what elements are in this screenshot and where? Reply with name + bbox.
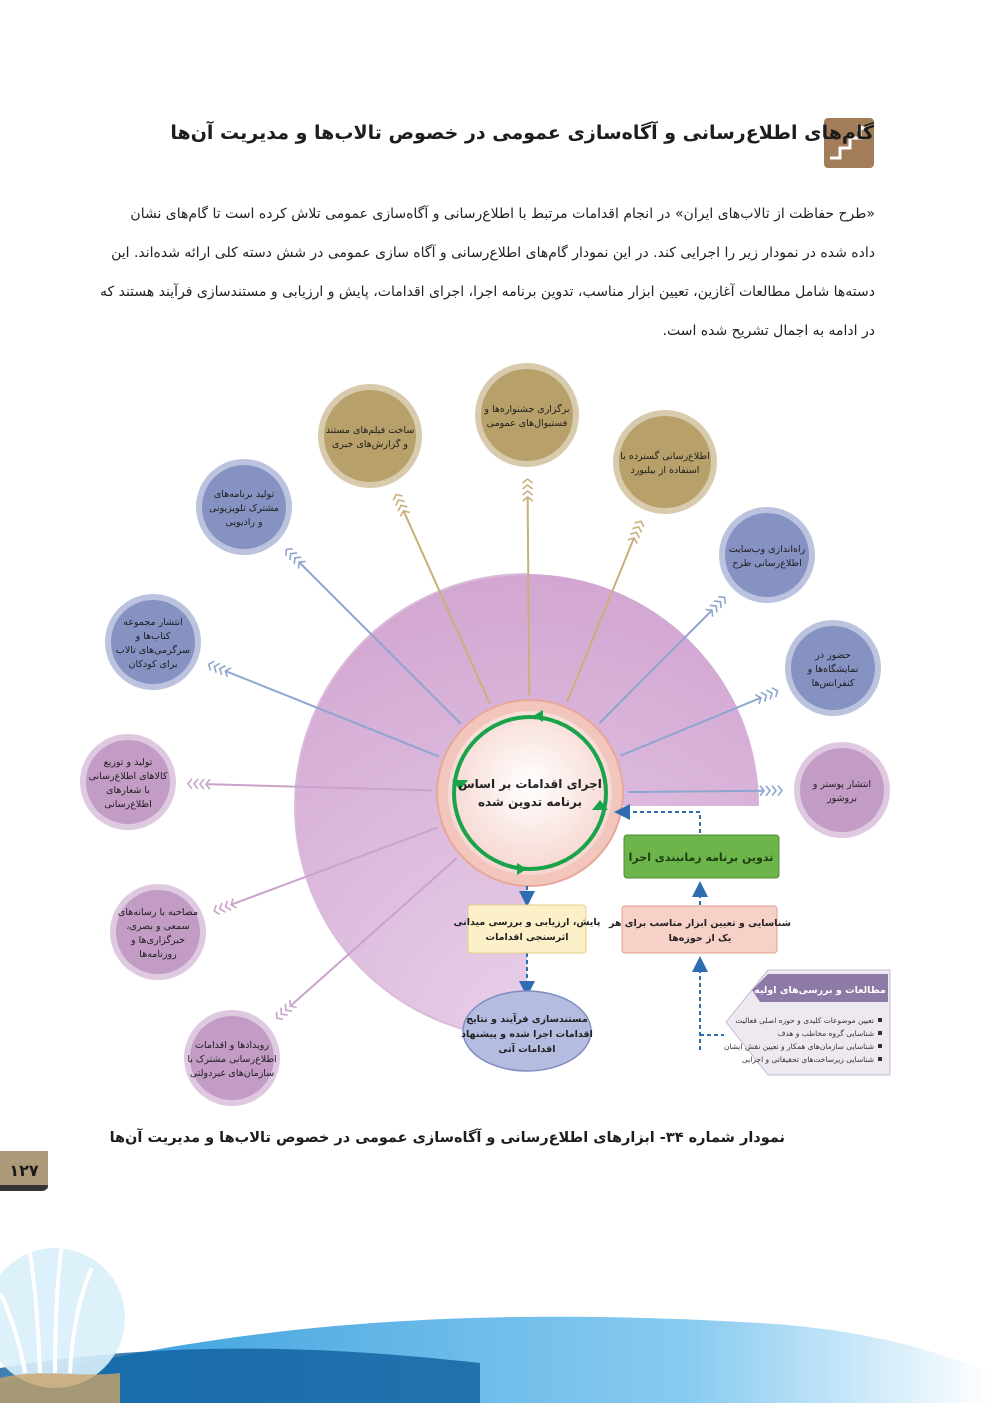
- tool-label: با شعارهای: [106, 785, 150, 796]
- tool-circle: [794, 742, 890, 838]
- tool-label: سازمان‌های غیردولتی: [189, 1068, 275, 1079]
- chevron-arrow-icon: [718, 597, 725, 604]
- studies-item: شناسایی گروه مخاطب و هدف: [777, 1029, 874, 1038]
- tool-circle: [110, 884, 206, 980]
- monitoring-box: [454, 905, 601, 953]
- identify-tools-label: یک از حوزه‌ها: [668, 933, 732, 944]
- center-label: اجرای اقدامات بر اساس: [458, 777, 602, 791]
- tool-label: انتشار پوستر و: [812, 779, 872, 790]
- chevron-arrow-icon: [220, 666, 226, 675]
- studies-item: تعیین موضوعات کلیدی و حوزه اصلی فعالیت: [735, 1016, 874, 1025]
- chevron-arrow-icon: [714, 601, 721, 608]
- chevron-arrow-icon: [214, 905, 219, 914]
- paragraph-line: در ادامه به اجمال تشریح شده است.: [662, 323, 875, 339]
- tool-label: بروشور: [827, 793, 857, 804]
- chevron-arrow-icon: [225, 901, 230, 910]
- paragraph-line: دسته‌ها شامل مطالعات آغازین، تعیین ابزار مناسب، تدوین برنامه اجرا، اجرای اقدامات، پایش و ارزیابی و مستندسازی فرآیند هستند که: [99, 284, 875, 300]
- chevron-arrow-icon: [778, 786, 782, 796]
- identify-tools-label: شناسایی و تعیین ابزار مناسب برای هر: [609, 918, 791, 929]
- paragraph-line: داده شده در نمودار زیر را اجرایی کند. در این نمودار گام‌های اطلاع‌رسانی و آگاه سازی عمومی در شش دسته کلی ارائه شده‌اند. این: [111, 245, 875, 261]
- schedule-box: [624, 835, 779, 878]
- figure-caption: نمودار شماره ۳۴- ابزارهای اطلاع‌رسانی و آگاه‌سازی عمومی در خصوص تالاب‌ها و مدیریت آن‌ها: [109, 1130, 785, 1146]
- tool-circle: [105, 594, 201, 690]
- bullet-icon: [878, 1044, 882, 1048]
- tool-label: نمایشگاه‌ها و: [807, 664, 859, 675]
- documentation-label: اقدامات آتی: [498, 1044, 556, 1055]
- studies-item: شناسایی سازمان‌های همکار و تعیین نقش ایشان: [723, 1042, 874, 1051]
- tool-label: راه‌اندازی وب‌سایت: [728, 544, 806, 555]
- monitoring-label: اثرسنجی اقدامات: [485, 932, 569, 943]
- tool-label: اطلاع‌رسانی مشترک با: [187, 1054, 277, 1065]
- tool-label: ساخت فیلم‌های مستند: [325, 425, 415, 436]
- tool-label: روزنامه‌ها: [139, 949, 177, 960]
- chevron-arrow-icon: [761, 692, 767, 701]
- chevron-arrow-icon: [523, 491, 533, 495]
- chevron-arrow-icon: [209, 661, 215, 670]
- tool-label: حضور در: [815, 650, 851, 661]
- bullet-icon: [878, 1018, 882, 1022]
- chevron-arrow-icon: [772, 688, 778, 697]
- tool-label: سرگرمی‌های تالاب: [115, 645, 191, 656]
- chevron-arrow-icon: [766, 786, 770, 796]
- tool-circle: [719, 507, 815, 603]
- chevron-arrow-icon: [523, 479, 533, 483]
- tool-label: تولید برنامه‌های: [213, 489, 275, 500]
- chevron-arrow-icon: [290, 553, 297, 560]
- chevron-arrow-icon: [220, 903, 225, 912]
- tool-label: کالاهای اطلاع‌رسانی: [88, 771, 168, 782]
- tool-label: اطلاع‌رسانی طرح: [732, 558, 802, 569]
- tool-label: تولید و توزیع: [103, 757, 153, 768]
- chevron-arrow-icon: [630, 532, 639, 538]
- chevron-arrow-icon: [286, 549, 293, 556]
- tool-label: اطلاع‌رسانی: [104, 799, 152, 810]
- studies-item: شناسایی زیرساخت‌های تحقیقاتی و اجرایی: [741, 1055, 874, 1064]
- tool-label: سمعی و بصری،: [126, 921, 190, 932]
- chevron-arrow-icon: [277, 1012, 284, 1019]
- bullet-icon: [878, 1031, 882, 1035]
- tool-circle: [785, 620, 881, 716]
- chevron-arrow-icon: [632, 527, 641, 533]
- studies-box: [724, 970, 890, 1075]
- chevron-arrow-icon: [393, 494, 402, 500]
- chevron-arrow-icon: [766, 690, 772, 699]
- paragraph-line: «طرح حفاظت از تالاب‌های ایران» در انجام اقدامات مرتبط با اطلاع‌رسانی و آگاه‌سازی عمومی تلاش کرده است تا گام‌های نشان: [130, 206, 875, 222]
- footer-wave-decoration: [0, 1173, 992, 1403]
- chevron-arrow-icon: [214, 663, 220, 672]
- identify-tools-box: [608, 906, 791, 953]
- documentation-label: مستندسازی فرآیند و نتایج: [466, 1014, 588, 1025]
- tool-circle: [196, 459, 292, 555]
- chevron-arrow-icon: [194, 779, 198, 789]
- chevron-arrow-icon: [396, 500, 405, 506]
- tool-label: و گزارش‌های خبری: [332, 439, 408, 450]
- documentation-label: اقدامات اجرا شده و پیشنهاد: [461, 1029, 593, 1040]
- section-heading: گام‌های اطلاع‌رسانی و آگاه‌سازی عمومی در خصوص تالاب‌ها و مدیریت آن‌ها: [170, 122, 874, 144]
- tool-label: و رادیویی: [225, 517, 263, 528]
- chevron-arrow-icon: [398, 505, 407, 511]
- center-circle: [437, 700, 623, 886]
- center-label: برنامه تدوین شده: [477, 795, 583, 809]
- tool-label: فستیوال‌های عمومی: [486, 418, 568, 429]
- tool-circle: [318, 384, 422, 488]
- tool-label: انتشار مجموعه: [123, 617, 183, 628]
- schedule-label: تدوین برنامه زمانبندی اجرا: [628, 851, 774, 864]
- connector-line: [628, 791, 764, 792]
- chevron-arrow-icon: [200, 779, 204, 789]
- tool-circle: [475, 363, 579, 467]
- documentation-oval: [461, 991, 593, 1071]
- tool-label: استفاده از بیلبورد: [630, 465, 700, 476]
- bullet-icon: [878, 1057, 882, 1061]
- tool-circle: [613, 410, 717, 514]
- tool-label: برگزاری جشنواره‌ها و: [484, 404, 570, 415]
- tool-label: اطلاع‌رسانی گسترده با: [620, 451, 710, 462]
- tool-label: مصاحبه با رسانه‌های: [117, 907, 199, 918]
- page-number: ۱۲۷: [0, 1151, 48, 1189]
- tool-label: کنفرانس‌ها: [811, 678, 855, 689]
- chevron-arrow-icon: [772, 786, 776, 796]
- tool-circle: [80, 734, 176, 830]
- tool-label: رویدادها و اقدامات: [195, 1040, 269, 1051]
- tool-label: کتاب‌ها و: [135, 631, 171, 642]
- chevron-arrow-icon: [635, 521, 644, 527]
- chevron-arrow-icon: [281, 1008, 288, 1015]
- tool-label: مشترک تلویزیونی: [209, 503, 279, 514]
- chevron-arrow-icon: [188, 779, 192, 789]
- tool-circle: [184, 1010, 280, 1106]
- tool-label: برای کودکان: [128, 659, 178, 670]
- studies-title: مطالعات و بررسی‌های اولیه: [754, 985, 886, 996]
- chevron-arrow-icon: [523, 485, 533, 489]
- tool-label: خبرگزاری‌ها و: [131, 935, 185, 946]
- monitoring-label: پایش، ارزیابی و بررسی میدانی: [453, 917, 601, 928]
